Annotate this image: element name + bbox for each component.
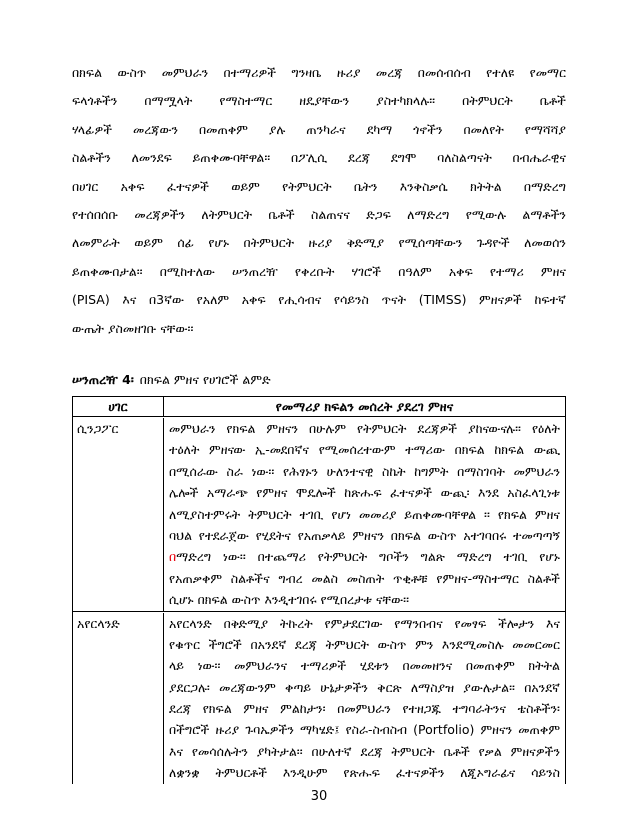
highlighted-character: በ bbox=[169, 549, 177, 565]
table-cell-line: ላይ ነው፡፡ መምህራንና ተማሪዎች ሂደቱን በመመዘንና በመጠቀም ክትትል bbox=[169, 658, 560, 674]
country-cell: አየርላንድ bbox=[77, 615, 120, 631]
country-cell: ሲንጋፖር bbox=[77, 421, 119, 436]
table-cell-line: ያደርጋሉ፡ መረጃውንም ቀጣይ ሁኔታዎችን ቅርጽ ለማስያዝ ያውሉታል፡፡ በአንደኛ bbox=[169, 679, 560, 695]
table-cell-line bbox=[169, 546, 560, 567]
table-caption bbox=[72, 368, 566, 392]
table-cell-line: እና የመሳሰሉትን ያካትታል፡፡ በሁለተኛ ደረጃ ትምህርት ቤቶች የቃል ምዘናዎችን bbox=[169, 743, 560, 759]
paragraph-line: ስልቶችን ለመንደፍ ይጠቀሙባቸዋል፡፡ በፖሊሲ ደረጃ ደግሞ ባለስልጣናት በብሔራዊና bbox=[72, 150, 566, 166]
assessment-description-cell bbox=[163, 613, 565, 784]
table-cell-line: የቁጥር ችግሮች በአንደኛ ደረጃ ትምህርት ውስጥ ምን እንደሚመስሉ መመርመር bbox=[169, 636, 560, 652]
table-header-row bbox=[72, 397, 566, 417]
table-cell-line: ለቋንቋ ትምህርቶች እንዲሁም የጽሑፍ ፈተናዎችን ለጂኦግራፊና ሳይንስ bbox=[169, 765, 560, 781]
page-number: 30 bbox=[310, 789, 328, 804]
paragraph-line: ፍላጎቶችን በማሟላት የማስተማር ዘዴያቸውን ያስተካክላሉ፡፡ በትምህርት ቤቶች bbox=[72, 93, 566, 109]
table-cell-line: መምህራን የክፍል ምዘናን በሁሉም የትምህርት ደረጃዎች ያከናውናሉ፡፡ የዕለት bbox=[169, 421, 560, 436]
table-cell-line: ሌሎች አማራጭ የምዘና ሞዴሎች ከጽሑፍ ፈተናዎች ውጪ፡ እንደ አስፈላጊነቱ bbox=[169, 485, 560, 501]
paragraph-line: ለመምራት ወይም ሰፊ የሆኑ በትምህርት ዙሪያ ቅድሚያ የሚሰጣቸውን ጉዳዮች ለመወሰን bbox=[72, 235, 566, 251]
table-cell-line: የአጠቃቀም ስልቶችና ግብረ መልስ መስጠት ጥቂቶቹ የምዘና-ማስተማር ስልቶች bbox=[169, 570, 560, 586]
table-row bbox=[72, 417, 566, 612]
table-cell-line: ተዕለት ምዘናው ኢ-መደበኛና የሚመሰረተውም ተማሪው በክፍል ከክፍል ውጪ bbox=[169, 442, 560, 458]
table-cell-line: ደረጃ የክፍል ምዘና ምልከታን፡ በመምህራን የተዘጋጁ ተግባራትንና ቴስቶችን፡ bbox=[169, 701, 560, 717]
paragraph-line: ይጠቀሙበታል፡፡ በሚከተለው ሠንጠረዥ የቀረቡት ሃገሮች በዓለም አቀፍ የተማሪ ምዘና bbox=[72, 263, 566, 279]
paragraph-line: ሃላፊዎች መረጃውን በመጠቀም ያሉ ጠንካራና ደካማ ጎኖችን በመለየት የማሻሻያ bbox=[72, 121, 566, 137]
table-cell-line: ለሚያስተምሩት ትምህርት ተገቢ የሆነ መመሪያ ይጠቀሙባቸዋል ፡፡ የክፍል ምዘና bbox=[169, 506, 560, 522]
country-practice-table bbox=[72, 396, 566, 784]
header-classroom-assessment: የመማሪያ ክፍልን መሰረት ያደረገ ምዘና bbox=[163, 397, 565, 416]
table-row bbox=[72, 612, 566, 784]
paragraph-line: የተሰበሰቡ መረጃዎችን ለትምህርት ቤቶች ስልጠናና ድጋፍ ለማድረግ የሚውሉ ልማቶችን bbox=[72, 206, 566, 222]
assessment-description-cell bbox=[163, 418, 565, 611]
table-cell-line: አየርላንድ በቅድሚያ ትኩረት የምታደርገው የማንበብና የመፃፍ ችሎታን እና bbox=[169, 615, 560, 631]
table-caption-title: በክፍል ምዘና የሀገሮች ልምድ bbox=[139, 372, 271, 387]
table-cell-line: በሚሰራው ስራ ነው፡፡ የሕፃኑን ሁለንተናዊ ስኬት ከግምት በማስገባት መምህራን bbox=[169, 463, 560, 479]
intro-paragraph bbox=[72, 59, 566, 343]
header-country: ሀገር bbox=[108, 399, 128, 414]
table-cell-line: ሲሆኑ በክፍል ውስጥ እንዲተገበሩ የሚበረታቱ ናቸው፡፡ bbox=[169, 592, 410, 608]
paragraph-line: በሀገር አቀፍ ፈተናዎች ወይም የትምህርት ቤትን እንቅስቃሴ ክትትል በማድረግ bbox=[72, 178, 566, 194]
line-text: ማድረግ ነው፡፡ በተጨማሪ የትምህርት ግቦችን ግልጽ ማድረግ ተገቢ የሆኑ bbox=[176, 549, 560, 565]
paragraph-line: (PISA) እና በ3ኛው የአለም አቀፍ የሒሳብና የሳይንስ ጥናት (TIMSS) ምዘናዎች ከፍተኛ bbox=[72, 292, 566, 308]
table-cell-line: በችግሮች ዙሪያ ጉባኤዎችን ማካሄድ፤ የስራ-ስብስብ (Portfolio) ምዘናን መጠቀም bbox=[169, 722, 560, 738]
table-cell-line: ባህል የተደራጀው የሂደትና የአጠቃላይ ምዘናን በክፍል ውስጥ አተገባበሩ ተመጣጣኝ bbox=[169, 527, 560, 543]
paragraph-line: በክፍል ውስጥ መምህራን በተማሪዎች ግንዛቤ ዙሪያ መረጃ በመሰብሰብ የተለዩ የመማር bbox=[72, 65, 566, 80]
paragraph-line: ውጤት ያስመዘገቡ ናቸው፡፡ bbox=[72, 320, 194, 336]
table-caption-label: ሠንጠረዥ 4፡ bbox=[72, 372, 134, 387]
